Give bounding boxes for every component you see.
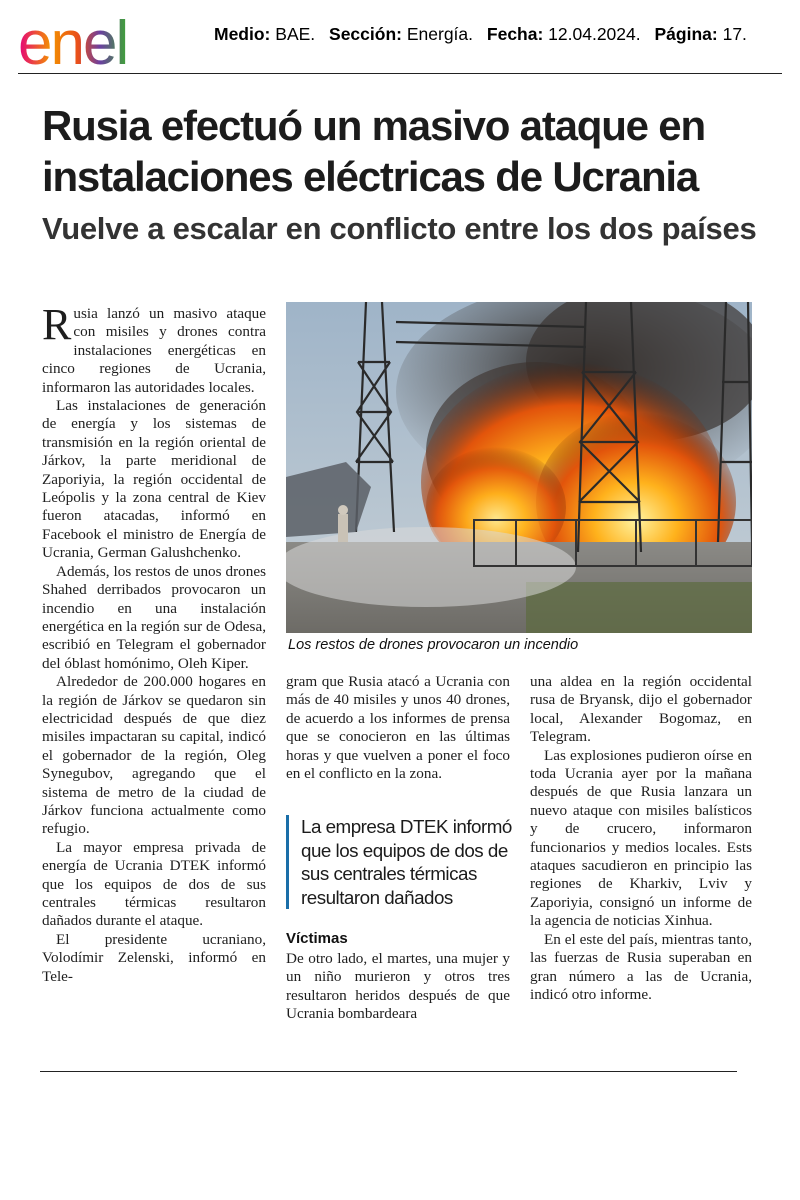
body-paragraph: gram que Rusia atacó a Ucrania con más de 40 misiles y unos 40 drones, de acuerdo a los informes de prensa que se conocieron en las últimas horas y que vuelven a poner el foco en el conflicto en la zona. xyxy=(286,673,510,783)
fire-photo xyxy=(286,302,752,633)
drop-cap: R xyxy=(42,300,72,349)
body-paragraph: Además, los restos de unos drones Shahed derribados provocaron un incendio en una instalación energética en la región sur de Odesa, escribió en Telegram el gobernador del óblast homónimo, Oleh Kiper. xyxy=(42,562,266,672)
pagina-label: Página: xyxy=(654,24,718,44)
section-heading-victimas: Víctimas xyxy=(286,930,348,947)
lead-paragraph-text: usia lanzó un masivo ataque con misiles y drones contra instalaciones energéticas en cinco regiones de Ucrania, informaron las autoridades locales. xyxy=(42,305,266,396)
body-paragraph: Las explosiones pudieron oírse en toda Ucrania ayer por la mañana después de que Rusia lanzara un nuevo ataque con misiles balísticos y de crucero, informaron funcionarios y medios locales. Ests ataques sacudieron en principio las regiones de Kharkiv, Lviv y Zaporiyia, consignó un informe de la agencia de noticias Xinhua. xyxy=(530,746,752,930)
body-paragraph: Las instalaciones de generación de energía y los sistemas de transmisión en la región oriental de Járkov, la parte meridional de Zaporiyia, la región occidental de Leópolis y la zona central de Kiev fueron atacadas, informó en Facebook el ministro de Energía de Ucrania, German Galushchenko. xyxy=(42,397,266,562)
top-divider xyxy=(18,73,782,74)
body-paragraph: De otro lado, el martes, una mujer y un niño murieron y otros tres resultaron heridos después de que Ucrania bombardeara xyxy=(286,950,510,1023)
body-paragraph: En el este del país, mientras tanto, las fuerzas de Rusia superaban en gran número a las de Ucrania, indicó otro informe. xyxy=(530,930,752,1003)
enel-logo-text: enel xyxy=(18,9,128,72)
pagina-value: 17. xyxy=(722,24,747,44)
seccion-label: Sección: xyxy=(329,24,402,44)
fecha-label: Fecha: xyxy=(486,24,544,44)
headline: Rusia efectuó un masivo ataque en instalaciones eléctricas de Ucrania xyxy=(42,102,705,200)
article-column-3 xyxy=(530,673,752,1004)
body-paragraph: La mayor empresa privada de energía de Ucrania DTEK informó que los equipos de dos de sus centrales térmicas resultaron dañados durante el ataque. xyxy=(42,838,266,930)
body-paragraph: El presidente ucraniano, Volodímir Zelenski, informó en Tele- xyxy=(42,930,266,985)
body-paragraph: Alrededor de 200.000 hogares en la región de Járkov se quedaron sin electricidad después de que diez misiles impactaran su capital, indicó el gobernador de la región, Oleg Synegubov, agregando que el sistema de metro de la ciudad de Járkov funciona actualmente como refugio. xyxy=(42,673,266,838)
article-column-2-continued xyxy=(286,950,510,1024)
enel-logo xyxy=(16,8,184,72)
medio-label: Medio: xyxy=(214,24,271,44)
subheadline: Vuelve a escalar en conflicto entre los dos países xyxy=(42,211,757,246)
fecha-value: 12.04.2024. xyxy=(548,24,641,44)
seccion-value: Energía. xyxy=(406,24,474,44)
lead-paragraph xyxy=(42,300,266,397)
publication-meta xyxy=(214,24,784,45)
pull-quote: La empresa DTEK informó que los equipos de dos de sus centrales térmicas resultaron dañados xyxy=(286,815,525,909)
body-paragraph: una aldea en la región occidental rusa de Bryansk, dijo el gobernador local, Alexander Bogomaz, en Telegram. xyxy=(530,673,752,746)
photo-caption: Los restos de drones provocaron un incendio xyxy=(288,637,579,653)
medio-value: BAE. xyxy=(275,24,316,44)
bottom-divider xyxy=(40,1071,737,1072)
article-column-1 xyxy=(42,300,266,986)
article-column-2 xyxy=(286,673,510,783)
